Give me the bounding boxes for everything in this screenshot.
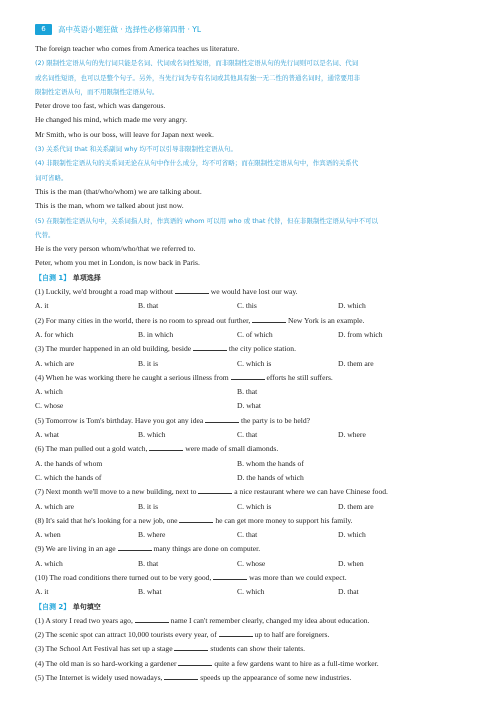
grammar-note-line: 或名词性短语，也可以是整个句子。另外，当先行词为专有名词或其他具有独一无二性的普通名词时，通常要用非 <box>35 73 360 82</box>
example-sentence: He is the very person whom/who/that we referred to. <box>35 244 196 254</box>
fill-in-question <box>35 671 447 685</box>
answer-option[interactable]: A. what <box>35 430 60 440</box>
question-text: was more than we could expect. <box>247 572 347 582</box>
example-sentence: He changed his mind, which made me very angry. <box>35 115 188 125</box>
answer-option[interactable]: C. whose <box>35 401 64 411</box>
answer-option[interactable]: D. which <box>338 530 366 540</box>
section-title: 单句填空 <box>70 602 101 611</box>
question-text: (1) A story I read two years ago, <box>35 615 135 625</box>
answer-option[interactable]: D. where <box>338 430 366 440</box>
answer-blank[interactable] <box>118 543 152 551</box>
answer-blank[interactable] <box>213 572 247 580</box>
mcq-question <box>35 371 447 385</box>
answer-option[interactable]: C. that <box>237 430 258 440</box>
answer-option[interactable]: B. whom the hands of <box>237 458 304 468</box>
example-sentence: The foreign teacher who comes from America teaches us literature. <box>35 44 240 53</box>
grammar-note-line: (4) 非限制性定语从句的关系词无论在从句中作什么成分，均不可省略；而在限制性定语从句中，作宾语的关系代 <box>35 159 359 168</box>
answer-option[interactable]: D. when <box>338 558 364 568</box>
section-title: 单项选择 <box>70 273 101 282</box>
answer-option[interactable]: C. which the hands of <box>35 472 102 482</box>
option-row <box>35 557 447 571</box>
question-text: (8) It's said that he's looking for a new job, one <box>35 515 180 525</box>
grammar-note-line: 词可省略。 <box>35 173 68 182</box>
answer-option[interactable]: B. which <box>138 430 166 440</box>
answer-blank[interactable] <box>179 515 213 523</box>
answer-option[interactable]: B. where <box>138 530 166 540</box>
answer-blank[interactable] <box>198 486 232 494</box>
answer-option[interactable]: D. from which <box>338 329 383 339</box>
answer-option[interactable]: B. in which <box>138 329 174 339</box>
option-row <box>35 528 447 542</box>
section-bracket: 【自测 2】 <box>35 602 71 611</box>
answer-option[interactable]: A. which are <box>35 501 75 511</box>
example-sentence: Peter, whom you met in London, is now back in Paris. <box>35 258 200 268</box>
grammar-note-line: (5) 在限制性定语从句中，关系词指人时，作宾语的 whom 可以用 who 或 that 代替，但在非限制性定语从句中不可以 <box>35 216 379 225</box>
question-text: the city police station. <box>227 344 296 354</box>
answer-option[interactable]: A. it <box>35 587 49 597</box>
answer-option[interactable]: B. it is <box>138 501 159 511</box>
grammar-note-line: 代替。 <box>35 230 55 239</box>
question-text: (5) The Internet is widely used nowadays, <box>35 673 165 683</box>
answer-option[interactable]: A. for which <box>35 329 74 339</box>
question-text: students can show their talents. <box>208 644 306 654</box>
option-row <box>35 471 447 485</box>
answer-blank[interactable] <box>164 672 198 680</box>
question-text: the party is to be held? <box>239 415 311 425</box>
answer-option[interactable]: B. that <box>237 387 258 397</box>
question-text: quite a few gardens want to hire as a full-time worker. <box>212 658 379 668</box>
answer-option[interactable]: A. the hands of whom <box>35 458 103 468</box>
question-text: (10) The road conditions there turned out to be very good, <box>35 572 214 582</box>
answer-option[interactable]: B. it is <box>138 358 159 368</box>
mcq-question <box>35 514 447 528</box>
mcq-question <box>35 314 447 328</box>
answer-option[interactable]: C. which is <box>237 501 272 511</box>
answer-option[interactable]: B. that <box>138 558 159 568</box>
answer-blank[interactable] <box>135 615 169 623</box>
answer-blank[interactable] <box>219 629 253 637</box>
answer-option[interactable]: D. which <box>338 301 366 311</box>
answer-option[interactable]: C. this <box>237 301 257 311</box>
answer-option[interactable]: C. which <box>237 587 265 597</box>
answer-blank[interactable] <box>193 343 227 351</box>
question-text: (3) The School Art Festival has set up a stage <box>35 644 175 654</box>
answer-option[interactable]: D. them are <box>338 501 374 511</box>
question-text: up to half are foreigners. <box>252 630 330 640</box>
option-row <box>35 457 447 471</box>
question-text: (5) Tomorrow is Tom's birthday. Have you got any idea <box>35 415 206 425</box>
answer-option[interactable]: D. the hands of which <box>237 472 304 482</box>
question-text: (2) The scenic spot can attract 10,000 tourists every year, of <box>35 630 219 640</box>
answer-option[interactable]: A. when <box>35 530 61 540</box>
section-heading-fill <box>35 600 447 614</box>
answer-option[interactable]: A. which <box>35 387 63 397</box>
question-text: (2) For many cities in the world, there is no room to spread out further, <box>35 315 253 325</box>
grammar-note-line: (3) 关系代词 that 和关系副词 why 均不可以引导非限制性定语从句。 <box>35 145 238 154</box>
option-row <box>35 585 447 599</box>
option-row <box>35 299 447 313</box>
question-text: (6) The man pulled out a gold watch, <box>35 444 150 454</box>
answer-option[interactable]: D. them are <box>338 358 374 368</box>
answer-blank[interactable] <box>231 372 265 380</box>
answer-option[interactable]: C. that <box>237 530 258 540</box>
answer-blank[interactable] <box>149 443 183 451</box>
mcq-question <box>35 342 447 356</box>
grammar-note-line: 限制性定语从句，而不用限制性定语从句。 <box>35 87 159 96</box>
option-row <box>35 357 447 371</box>
section-heading-mcq <box>35 271 447 285</box>
question-text: (4) The old man is so hard-working a gardener <box>35 658 179 668</box>
page-number-badge: 6 <box>35 24 52 35</box>
answer-blank[interactable] <box>178 658 212 666</box>
question-text: (3) The murder happened in an old building, beside <box>35 344 194 354</box>
mcq-question <box>35 542 447 556</box>
option-row <box>35 385 447 399</box>
answer-option[interactable]: C. whose <box>237 558 266 568</box>
fill-in-question <box>35 614 447 628</box>
question-text: (9) We are living in an age <box>35 544 118 554</box>
fill-in-question <box>35 628 447 642</box>
document-body <box>35 42 447 685</box>
mcq-question <box>35 442 447 456</box>
answer-option[interactable]: A. which are <box>35 358 75 368</box>
answer-option[interactable]: D. that <box>338 587 359 597</box>
answer-option[interactable]: A. it <box>35 301 49 311</box>
question-text: (4) When he was working there he caught a serious illness from <box>35 372 231 382</box>
mcq-question <box>35 485 447 499</box>
example-sentence: Mr Smith, who is our boss, will leave for Japan next week. <box>35 129 214 139</box>
question-text: name I can't remember clearly, changed my idea about education. <box>168 615 370 625</box>
answer-option[interactable]: D. what <box>237 401 262 411</box>
answer-option[interactable]: C. which is <box>237 358 272 368</box>
example-sentence: This is the man, whom we talked about just now. <box>35 201 184 211</box>
option-row <box>35 428 447 442</box>
option-row <box>35 328 447 342</box>
mcq-question <box>35 285 447 299</box>
answer-option[interactable]: C. of which <box>237 329 273 339</box>
question-text: many things are done on computer. <box>151 544 261 554</box>
answer-option[interactable]: B. that <box>138 301 159 311</box>
question-text: (7) Next month we'll move to a new building, next to <box>35 487 199 497</box>
question-text: were made of small diamonds. <box>183 444 279 454</box>
question-text: a nice restaurant where we can have Chinese food. <box>232 487 388 497</box>
section-bracket: 【自测 1】 <box>35 273 71 282</box>
option-row <box>35 399 447 413</box>
question-text: efforts he still suffers. <box>264 372 333 382</box>
question-text: speeds up the appearance of some new industries. <box>198 673 352 683</box>
fill-in-question <box>35 642 447 656</box>
question-text: we would have lost our way. <box>208 287 298 297</box>
question-text: (1) Luckily, we'd brought a road map without <box>35 287 175 297</box>
question-text: he can get more money to support his family. <box>213 515 353 525</box>
example-sentence: This is the man (that/who/whom) we are talking about. <box>35 186 202 196</box>
answer-blank[interactable] <box>252 315 286 323</box>
example-sentence: Peter drove too fast, which was dangerous. <box>35 101 166 111</box>
answer-blank[interactable] <box>175 286 209 294</box>
answer-option[interactable]: B. what <box>138 587 162 597</box>
question-text: New York is an example. <box>286 315 365 325</box>
mcq-question <box>35 414 447 428</box>
grammar-note-line: (2) 限制性定语从句的先行词只能是名词、代词或名词性短语，而非限制性定语从句的先行词则可以是名词、代词 <box>35 59 359 68</box>
answer-blank[interactable] <box>174 643 208 651</box>
page-header <box>35 24 445 36</box>
running-header-title: 高中英语小题狂做 · 选择性必修第四册 · YL <box>58 25 202 34</box>
answer-blank[interactable] <box>205 415 239 423</box>
answer-option[interactable]: A. which <box>35 558 63 568</box>
fill-in-question <box>35 657 447 671</box>
option-row <box>35 500 447 514</box>
mcq-question <box>35 571 447 585</box>
